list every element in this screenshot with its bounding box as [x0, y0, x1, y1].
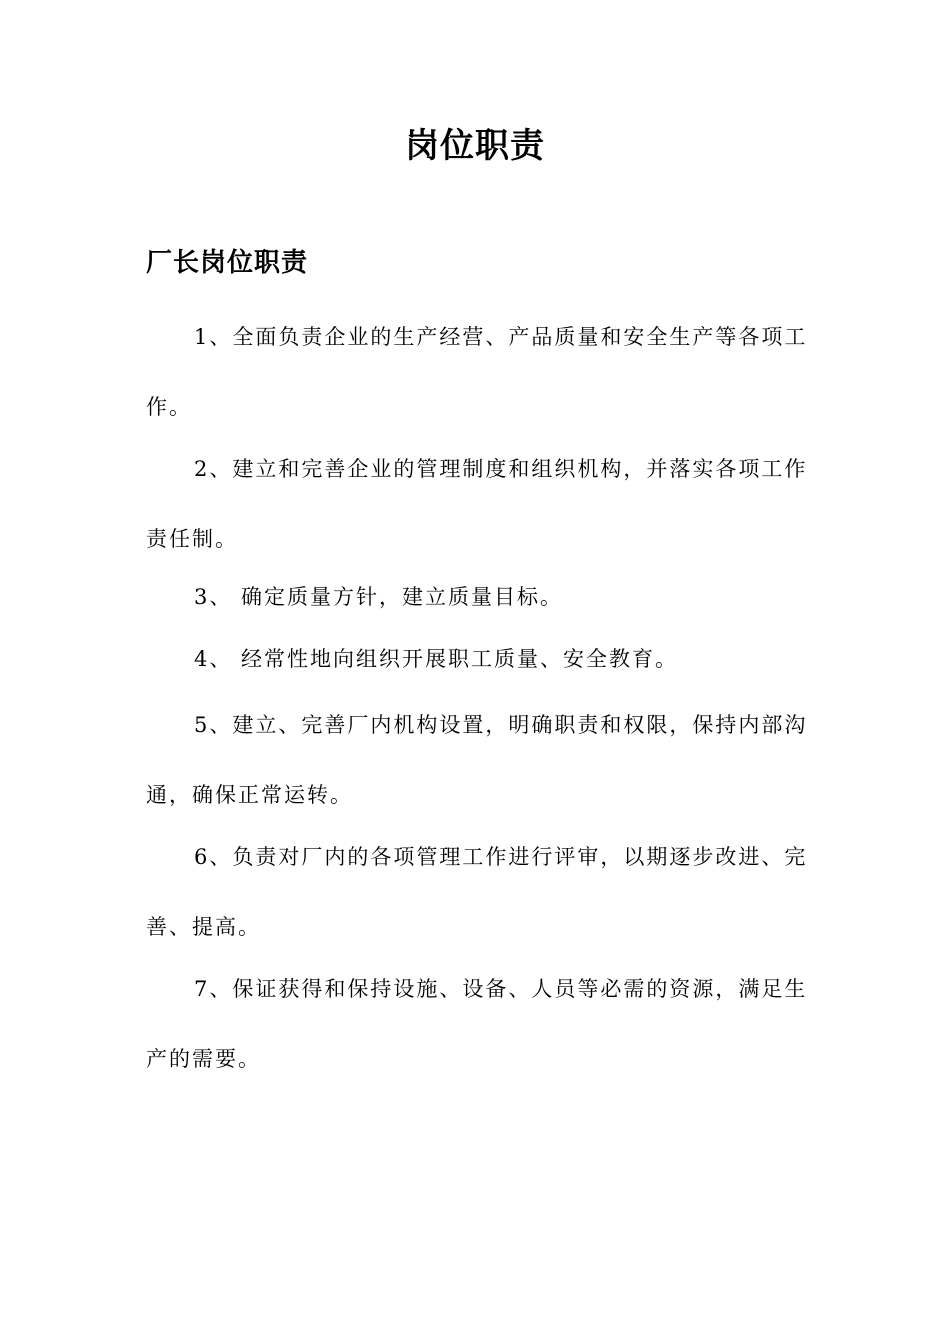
duty-item-6: 6、负责对厂内的各项管理工作进行评审，以期逐步改进、完善、提高。 — [146, 845, 808, 939]
duty-item-7: 7、保证获得和保持设施、设备、人员等必需的资源，满足生产的需要。 — [146, 977, 808, 1071]
duty-list — [146, 302, 826, 1086]
duty-item-1: 1、全面负责企业的生产经营、产品质量和安全生产等各项工作。 — [146, 325, 808, 419]
duty-item-3: 3、 确定质量方针，建立质量目标。 — [194, 585, 564, 609]
duty-item-2: 2、建立和完善企业的管理制度和组织机构，并落实各项工作责任制。 — [146, 457, 808, 551]
duty-item-4: 4、 经常性地向组织开展职工质量、安全教育。 — [194, 647, 679, 671]
document-title: 岗位职责 — [405, 126, 545, 166]
section-heading: 厂长岗位职责 — [146, 248, 309, 278]
duty-item-5: 5、建立、完善厂内机构设置，明确职责和权限，保持内部沟通，确保正常运转。 — [146, 713, 808, 807]
